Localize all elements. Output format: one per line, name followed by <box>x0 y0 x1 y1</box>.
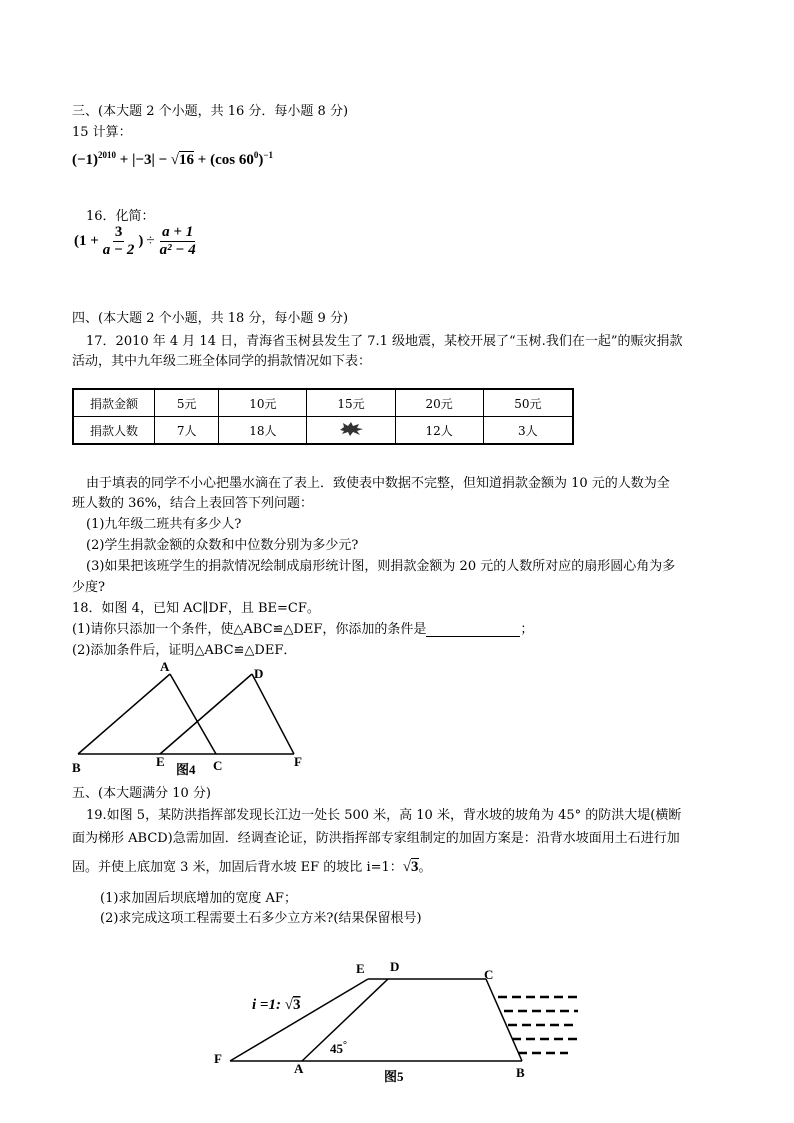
fig5-slope-label <box>252 997 300 1013</box>
sqrt-sign: √ <box>284 997 293 1013</box>
fig5-label-b: B <box>516 1065 525 1080</box>
table-header-amount: 捐款金额 <box>73 389 155 417</box>
fig4-side-df <box>252 674 294 754</box>
ink-blot-cell <box>307 417 395 445</box>
table-row <box>73 417 573 445</box>
fig5-slope-radicand: 3 <box>292 997 301 1013</box>
fig5-angle-value: 45 <box>330 1041 343 1056</box>
q17-para1: 由于填表的同学不小心把墨水滴在了表上．致使表中数据不完整，但知道捐款金额为 10 元的人数为全 <box>86 476 670 491</box>
section5-heading: 五、(本大题满分 10 分) <box>72 786 211 801</box>
figure-4 <box>70 658 320 780</box>
q18-line1: 18．如图 4，已知 AC∥DF，且 BE=CF。 <box>72 601 320 616</box>
q15-exp-d: −1 <box>263 150 273 160</box>
q19-line3-text: 固。并使上底加宽 3 米，加固后背水坡 EF 的坡比 i=1： <box>72 860 403 875</box>
q19-sub1: (1)求加固后坝底增加的宽度 AF； <box>100 891 297 906</box>
fig5-angle-label <box>330 1040 347 1056</box>
fig5-label-e: E <box>356 961 365 976</box>
q16-frac1-numerator: 3 <box>114 224 123 240</box>
table-cell: 10元 <box>219 389 307 417</box>
q17-sub3b: 少度? <box>72 580 105 595</box>
figure-5 <box>212 955 592 1090</box>
q18-sub2: (2)添加条件后，证明△ABC≌△DEF． <box>72 643 297 658</box>
q15-term-b: + |−3| − <box>116 152 171 168</box>
table-cell: 18人 <box>219 417 307 445</box>
q16-expression <box>74 224 198 259</box>
fig4-side-ed <box>160 674 252 754</box>
table-cell: 7人 <box>155 417 219 445</box>
fig4-label-b: B <box>72 760 81 775</box>
sqrt-sign: √ <box>170 152 180 168</box>
table-header-people: 捐款人数 <box>73 417 155 445</box>
q16-frac1-denominator: a − 2 <box>102 242 135 258</box>
q15-term-d: ) <box>258 152 264 168</box>
water-lines-icon <box>498 997 578 1053</box>
section4-heading: 四、(本大题 2 个小题，共 18 分，每小题 9 分) <box>72 311 349 326</box>
q16-open: (1 + <box>74 233 99 249</box>
q15-term-c: + (cos 60 <box>194 152 254 168</box>
q17-para2: 班人数的 36%，结合上表回答下列问题： <box>72 496 314 511</box>
q17-sub3a: (3)如果把该班学生的捐款情况绘制成扇形统计图，则捐款金额为 20 元的人数所对应的扇形圆心角为多 <box>86 559 676 574</box>
fig4-side-ac <box>170 674 216 754</box>
table-cell: 5元 <box>155 389 219 417</box>
fig5-slope-prefix: i =1: <box>252 997 285 1013</box>
q16-close: ) <box>138 233 144 249</box>
q19-sub2: (2)求完成这项工程需要土石多少立方米?(结果保留根号) <box>100 911 422 926</box>
q19-line1: 19.如图 5，某防洪指挥部发现长江边一处长 500 米，高 10 米，背水坡的坡角为 45° 的防洪大堤(横断 <box>86 808 682 823</box>
q15-expression <box>72 150 273 169</box>
q16-fraction-1 <box>101 224 137 259</box>
fig5-angle-degree: ° <box>343 1040 347 1051</box>
fig4-side-ab <box>78 674 170 754</box>
fig5-slope-cb <box>486 979 522 1061</box>
fig4-caption: 图4 <box>176 762 196 777</box>
table-cell: 12人 <box>395 417 483 445</box>
fig5-label-c: C <box>484 967 494 982</box>
fig4-label-f: F <box>294 754 302 769</box>
q19-line2: 面为梯形 ABCD)急需加固．经调查论证，防洪指挥部专家组制定的加固方案是：沿背水坡面用土石进行加 <box>72 831 680 846</box>
fig4-label-d: D <box>254 666 264 681</box>
donation-table <box>72 388 574 445</box>
q18-sub1 <box>72 618 533 637</box>
table-cell: 20元 <box>395 389 483 417</box>
q17-sub1: (1)九年级二班共有多少人? <box>86 517 242 532</box>
q19-line3-end: 。 <box>418 860 432 875</box>
q15-sqrt-radicand: 16 <box>179 152 195 168</box>
table-row <box>73 389 573 417</box>
q17-sub2: (2)学生捐款金额的众数和中位数分别为多少元? <box>86 538 359 553</box>
fig4-label-a: A <box>160 659 170 674</box>
q17-line1: 17．2010 年 4 月 14 日，青海省玉树县发生了 7.1 级地震，某校开展了“玉树.我们在一起”的赈灾捐款 <box>86 334 683 349</box>
fig4-label-c: C <box>213 758 223 773</box>
q18-sub1-end: ； <box>520 622 534 637</box>
fig5-label-a: A <box>294 1061 304 1076</box>
fig5-slope-fe <box>230 979 368 1061</box>
table-cell: 50元 <box>483 389 573 417</box>
q19-line3 <box>72 856 432 876</box>
fig4-label-e: E <box>156 754 165 769</box>
table-cell: 15元 <box>307 389 395 417</box>
q16-divide: ÷ <box>146 233 155 249</box>
fig5-label-f: F <box>214 1051 222 1066</box>
sqrt-sign: √ <box>402 859 411 875</box>
q16-frac2-denominator: a² − 4 <box>159 242 196 258</box>
answer-blank <box>426 624 520 637</box>
q15-label: 15 计算： <box>72 125 132 140</box>
q16-fraction-2 <box>158 224 198 259</box>
q19-sqrt-radicand: 3 <box>411 859 419 875</box>
q17-line2: 活动，其中九年级二班全体同学的捐款情况如下表： <box>72 354 372 369</box>
q16-label: 16．化简： <box>86 209 155 224</box>
q16-frac2-numerator: a + 1 <box>162 224 194 240</box>
q15-degree: 0 <box>253 150 259 160</box>
q15-exp-a: 2010 <box>98 150 117 160</box>
table-cell: 3人 <box>483 417 573 445</box>
fig5-label-d: D <box>390 959 400 974</box>
q15-term-a: (−1) <box>72 152 99 168</box>
q18-sub1-text: (1)请你只添加一个条件，使△ABC≌△DEF，你添加的条件是 <box>72 622 427 637</box>
fig5-caption: 图5 <box>384 1069 404 1084</box>
section3-heading: 三、(本大题 2 个小题，共 16 分．每小题 8 分) <box>72 104 349 119</box>
ink-blot-icon <box>338 421 364 437</box>
